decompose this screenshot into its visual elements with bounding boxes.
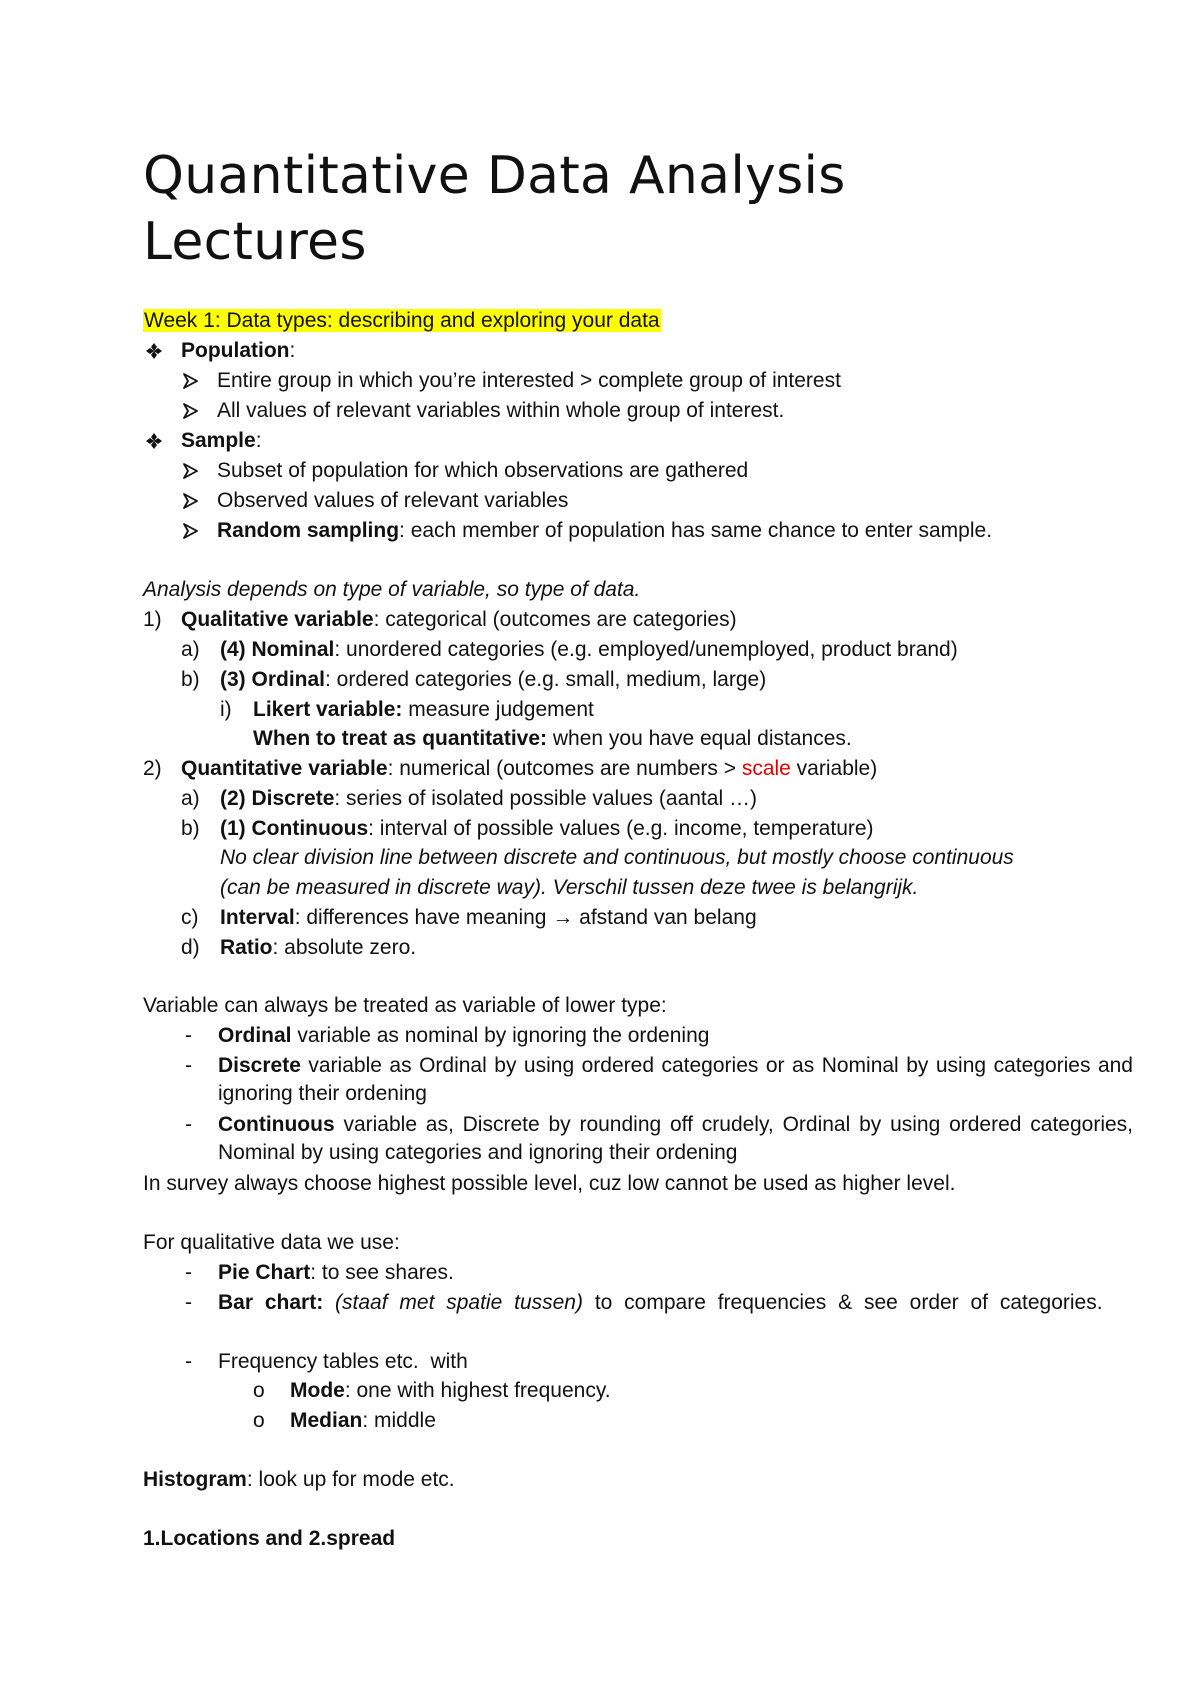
list-marker: b) — [181, 668, 200, 691]
population-item: Population: — [181, 339, 296, 362]
histogram-note: Histogram: look up for mode etc. — [143, 1468, 455, 1491]
list-marker: d) — [181, 936, 200, 959]
list-marker: a) — [181, 787, 200, 810]
list-marker: a) — [181, 638, 200, 661]
list-marker: i) — [220, 698, 232, 721]
continuous-note-line-1: No clear division line between discrete and continuous, but mostly choose continuous — [220, 846, 1014, 869]
dash-marker: - — [185, 1054, 192, 1077]
continuous-note-line-2: (can be measured in discrete way). Verschil tussen deze twee is belangrijk. — [220, 876, 919, 899]
sample-point-1: Subset of population for which observations are gathered — [217, 459, 749, 482]
diamond-bullet-icon — [146, 433, 162, 449]
locations-heading: 1.Locations and 2.spread — [143, 1527, 396, 1550]
arrowhead-bullet-icon — [183, 403, 198, 419]
dash-marker: - — [185, 1291, 192, 1314]
arrowhead-bullet-icon — [183, 373, 198, 389]
mode-item: Mode: one with highest frequency. — [290, 1379, 611, 1402]
continuous-item: (1) Continuous: interval of possible values (e.g. income, temperature) — [220, 817, 874, 840]
frequency-tables-item: Frequency tables etc. with — [218, 1350, 468, 1373]
qualitative-variable-item: Qualitative variable: categorical (outcomes are categories) — [181, 608, 737, 631]
lower-type-item-discrete: Discrete variable as Ordinal by using ordered categories or as Nominal by using categories and ignoring their ordening — [218, 1054, 1133, 1105]
discrete-item: (2) Discrete: series of isolated possible values (aantal …) — [220, 787, 757, 810]
likert-item: Likert variable: measure judgement — [253, 698, 594, 721]
list-marker: c) — [181, 906, 199, 929]
dash-marker: - — [185, 1024, 192, 1047]
interval-item: Interval: differences have meaning → afstand van belang — [220, 906, 757, 929]
dash-marker: - — [185, 1261, 192, 1284]
analysis-intro: Analysis depends on type of variable, so type of data. — [143, 578, 641, 601]
qualitative-intro: For qualitative data we use: — [143, 1231, 400, 1254]
bar-chart-item: Bar chart: (staaf met spatie tussen) to compare frequencies & see order of categories. — [218, 1291, 1103, 1314]
nominal-item: (4) Nominal: unordered categories (e.g. employed/unemployed, product brand) — [220, 638, 958, 661]
pie-chart-item: Pie Chart: to see shares. — [218, 1261, 454, 1284]
title-line-2: Lectures — [143, 212, 367, 272]
lower-type-intro: Variable can always be treated as variable of lower type: — [143, 994, 667, 1017]
sample-item: Sample: — [181, 429, 262, 452]
week-heading-text: Week 1: Data types: describing and exploring your data — [144, 309, 660, 332]
median-item: Median: middle — [290, 1409, 436, 1432]
quantitative-variable-item: Quantitative variable: numerical (outcomes are numbers > scale variable) — [181, 757, 878, 780]
list-marker: b) — [181, 817, 200, 840]
list-marker: 2) — [143, 757, 162, 780]
week-heading — [143, 307, 661, 335]
likert-quantitative-note: When to treat as quantitative: when you have equal distances. — [253, 727, 852, 750]
sample-point-2: Observed values of relevant variables — [217, 489, 569, 512]
arrowhead-bullet-icon — [183, 523, 198, 539]
sample-label: Sample — [181, 429, 256, 452]
diamond-bullet-icon — [146, 343, 162, 359]
list-marker: 1) — [143, 608, 162, 631]
circle-marker: o — [253, 1379, 265, 1402]
lower-type-item-ordinal: Ordinal variable as nominal by ignoring the ordening — [218, 1024, 710, 1047]
document-title — [143, 143, 846, 275]
arrowhead-bullet-icon — [183, 463, 198, 479]
lower-type-item-continuous: Continuous variable as, Discrete by rounding off crudely, Ordinal by using ordered categories, Nominal by using categories and ignoring their ordening — [218, 1113, 1133, 1164]
population-label: Population — [181, 339, 290, 362]
circle-marker: o — [253, 1409, 265, 1432]
dash-marker: - — [185, 1113, 192, 1136]
survey-note: In survey always choose highest possible level, cuz low cannot be used as higher level. — [143, 1172, 956, 1195]
ordinal-item: (3) Ordinal: ordered categories (e.g. small, medium, large) — [220, 668, 767, 691]
right-arrow-icon: → — [552, 906, 574, 929]
ratio-item: Ratio: absolute zero. — [220, 936, 417, 959]
arrowhead-bullet-icon — [183, 493, 198, 509]
random-sampling-point: Random sampling: each member of population has same chance to enter sample. — [217, 519, 993, 542]
population-point-1: Entire group in which you’re interested > complete group of interest — [217, 369, 841, 392]
population-point-2: All values of relevant variables within whole group of interest. — [217, 399, 785, 422]
scale-highlight: scale — [741, 757, 791, 780]
dash-marker: - — [185, 1350, 192, 1373]
title-line-1: Quantitative Data Analysis — [143, 146, 846, 206]
